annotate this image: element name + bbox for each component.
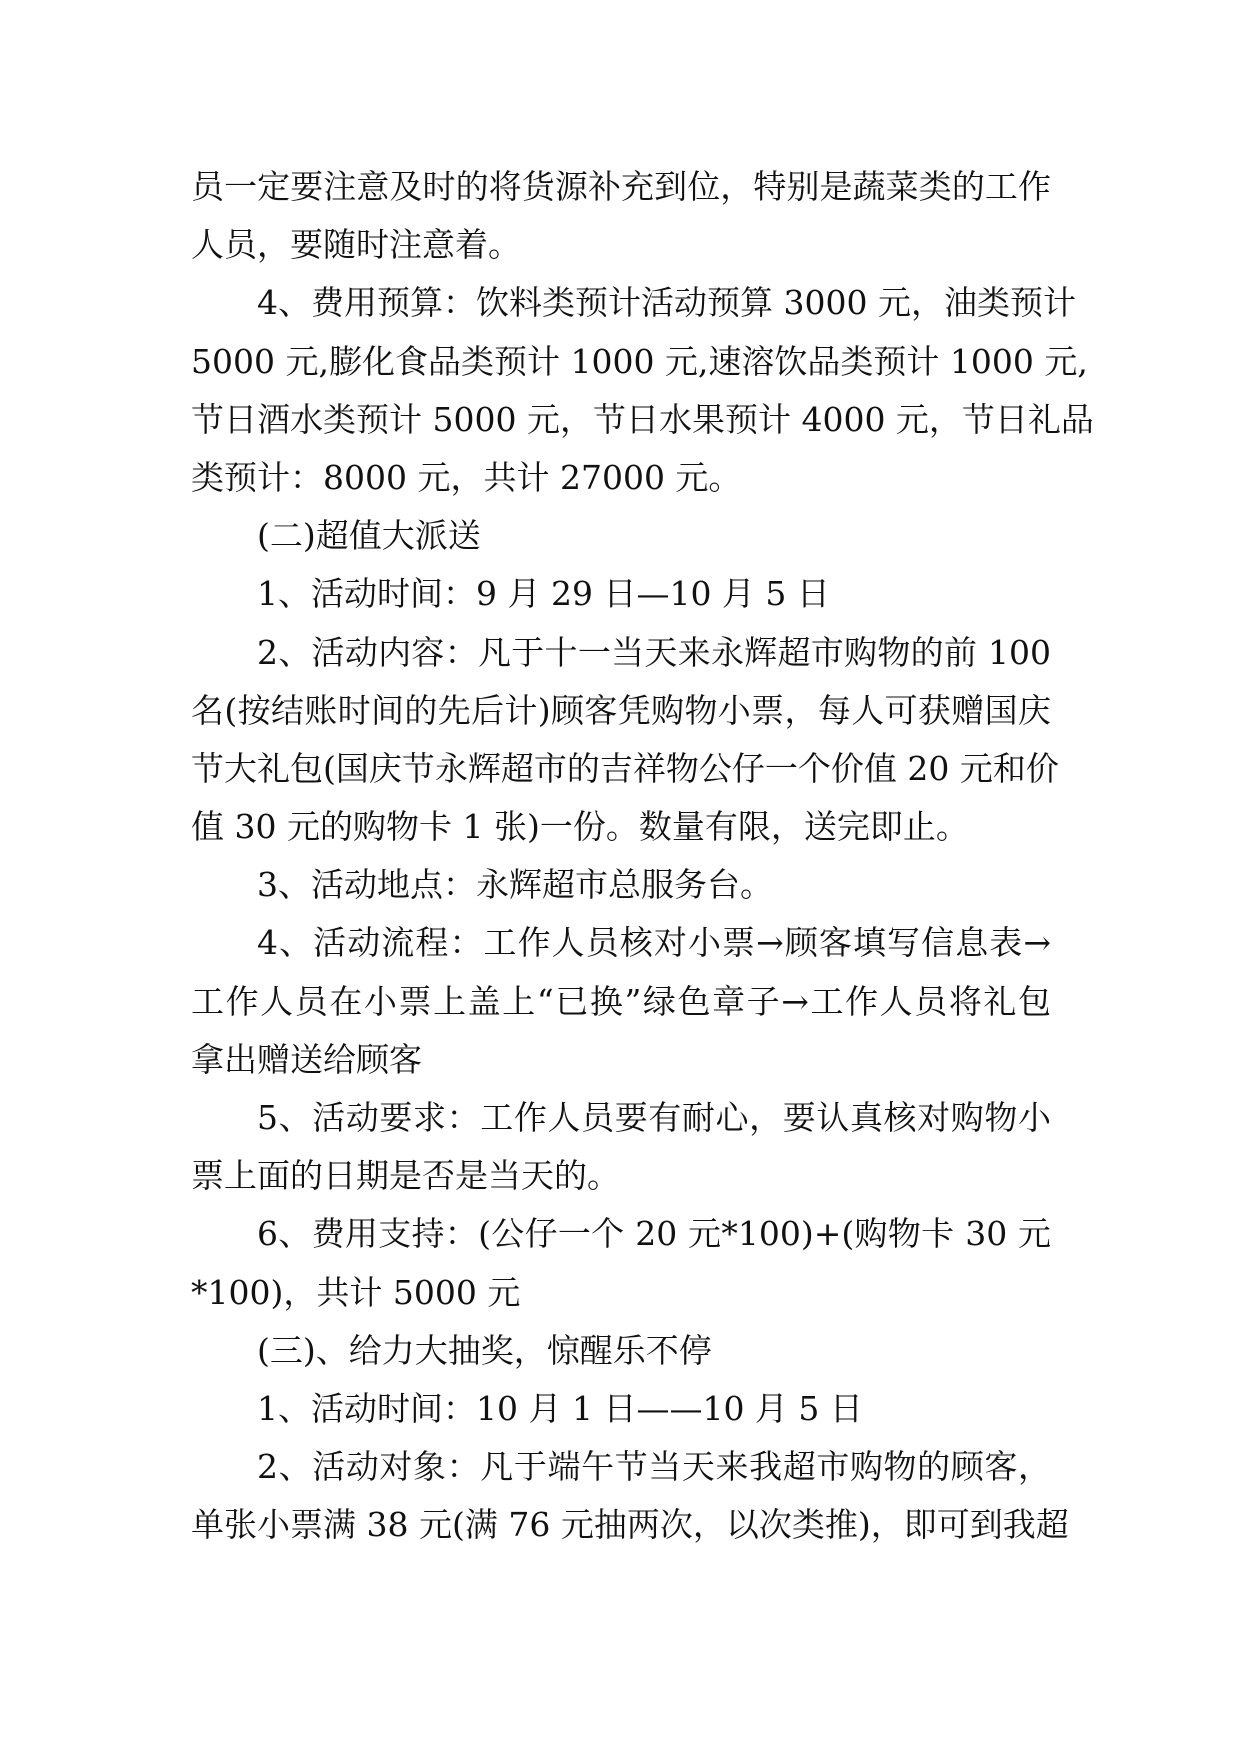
- text-line: 单张小票满 38 元(满 76 元抽两次，以次类推)，即可到我超: [191, 1505, 1069, 1545]
- text-line: 5、活动要求：工作人员要有耐心，要认真核对购物小: [257, 1098, 1051, 1137]
- text-line: 5000 元,膨化食品类预计 1000 元,速溶饮品类预计 1000 元,: [191, 341, 1088, 381]
- text-line: 节日酒水类预计 5000 元，节日水果预计 4000 元，节日礼品: [191, 399, 1094, 439]
- text-line: 3、活动地点：永辉超市总服务台。: [257, 865, 773, 905]
- text-line: 2、活动内容：凡于十一当天来永辉超市购物的前 100: [257, 632, 1051, 672]
- text-line: 类预计：8000 元，共计 27000 元。: [191, 457, 742, 497]
- text-line: 4、费用预算：饮料类预计活动预算 3000 元，油类预计: [257, 283, 1076, 323]
- text-line: 票上面的日期是否是当天的。: [191, 1156, 620, 1196]
- text-line: 名(按结账时间的先后计)顾客凭购物小票，每人可获赠国庆: [191, 690, 1051, 730]
- text-line: 拿出赠送给顾客: [191, 1039, 422, 1079]
- text-line: 员一定要注意及时的将货源补充到位，特别是蔬菜类的工作: [191, 167, 1051, 206]
- text-line: 4、活动流程：工作人员核对小票→顾客填写信息表→: [257, 923, 1051, 963]
- text-line: 6、费用支持：(公仔一个 20 元*100)+(购物卡 30 元: [257, 1214, 1051, 1254]
- text-line: 1、活动时间：9 月 29 日—10 月 5 日: [257, 574, 830, 614]
- text-line: 工作人员在小票上盖上“已换”绿色章子→工作人员将礼包: [191, 981, 1051, 1021]
- document-body: [191, 158, 1094, 1555]
- text-line: 2、活动对象：凡于端午节当天来我超市购物的顾客，: [257, 1447, 1051, 1487]
- text-line: 人员，要随时注意着。: [191, 225, 521, 265]
- text-line: 1、活动时间：10 月 1 日——10 月 5 日: [257, 1388, 863, 1428]
- text-line: (二)超值大派送: [257, 516, 481, 556]
- text-line: (三)、给力大抽奖，惊醒乐不停: [257, 1330, 712, 1370]
- text-line: *100)，共计 5000 元: [191, 1272, 521, 1312]
- text-line: 节大礼包(国庆节永辉超市的吉祥物公仔一个价值 20 元和价: [191, 748, 1059, 788]
- text-line: 值 30 元的购物卡 1 张)一份。数量有限，送完即止。: [191, 807, 969, 847]
